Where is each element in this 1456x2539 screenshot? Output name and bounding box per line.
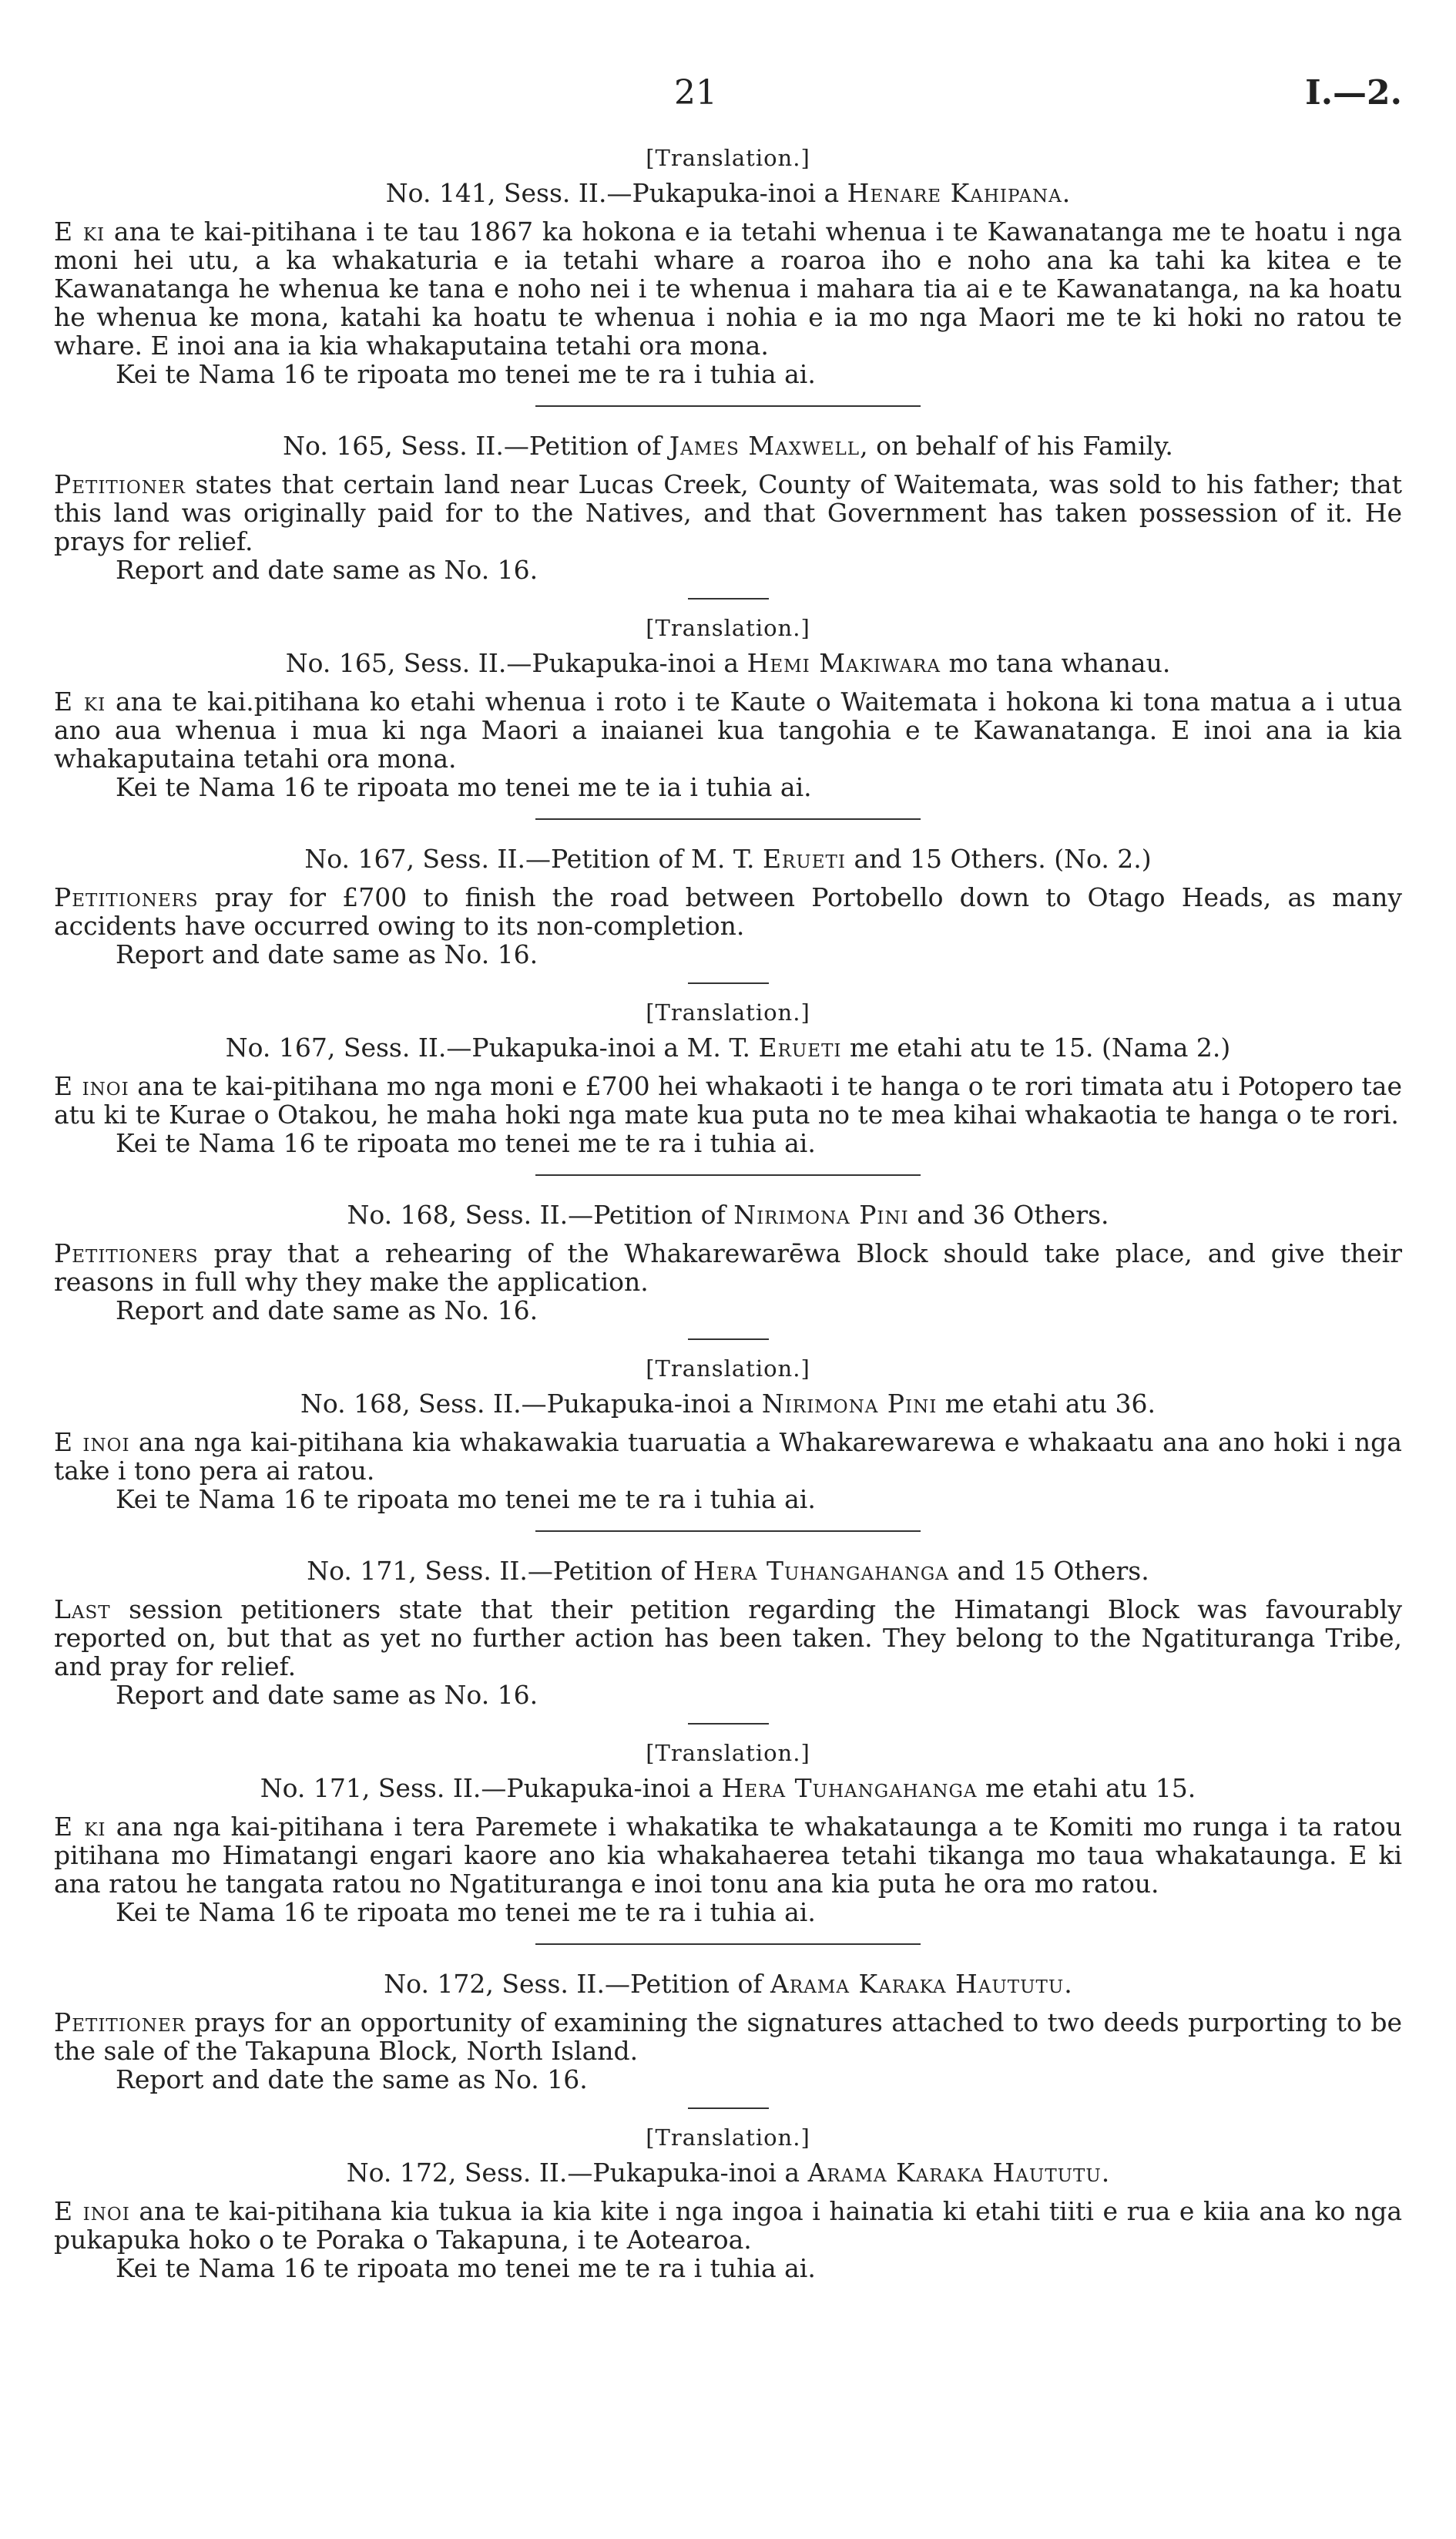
short-rule [688,2107,769,2109]
petition-section [54,428,1402,584]
short-rule [688,1723,769,1725]
title-suffix: and 36 Others. [908,1200,1109,1230]
petitioner-name: Nirimona Pini [733,1200,909,1230]
petitioner-name: Arama Karaka Haututu [770,1969,1065,1999]
document-page [54,0,1402,2539]
title-prefix: No. 165, Sess. II.—Petition of [283,431,669,461]
title-suffix: and 15 Others. (No. 2.) [845,844,1152,874]
title-prefix: No. 171, Sess. II.—Pukapuka-inoi a [260,1773,722,1803]
petition-section [54,2120,1402,2282]
petition-body [54,687,1402,773]
petition-body [54,1428,1402,1485]
section-divider [535,1943,921,1945]
petition-title [54,176,1402,211]
section-divider [535,405,921,407]
body-text: pray for £700 to finish the road between Portobello down to Otago Heads, as many accidents have occurred owing to its non-completion. [54,882,1402,941]
body-lead: E ki [54,1812,106,1842]
petitioner-name: Hera Tuhangahanga [721,1773,978,1803]
body-lead: E inoi [54,2196,130,2226]
petition-title [54,428,1402,464]
report-note: Kei te Nama 16 te ripoata mo tenei me te ia i tuhia ai. [116,772,812,802]
body-lead: E ki [54,217,106,247]
page-number: 21 [674,73,717,113]
body-text: ana te kai-pitihana mo nga moni e £700 hei whakaoti i te hanga o te rori timata atu i Potopero tae atu ki te Kurae o Otakou, he maha hoki nga mate kua puta no te mea kihai whakaotia te hanga o te rori. [54,1071,1403,1130]
petitioner-name: Erueti [762,844,846,874]
title-suffix: . [1064,1969,1072,1999]
petition-body [54,1812,1402,1898]
title-prefix: No. 165, Sess. II.—Pukapuka-inoi a [285,648,747,678]
section-divider [535,1530,921,1532]
translation-label: [Translation.] [646,2124,810,2151]
title-suffix: . [1062,178,1071,208]
body-text: ana te kai-pitihana i te tau 1867 ka hokona e ia tetahi whenua i te Kawanatanga me te hoatu i nga moni hei utu, a ka whakaturia e ia tetahi whare a roaroa iho e noho ana ka tahi ka kitea e te Kawanatanga he whenua ke tana e noho nei i te whenua i mahara tia ai e te Kawanatanga, na ka hoatu he whenua ke mona, katahi ka hoatu te whenua i nohia e ia mo nga Maori me te ki hoki no ratou te whare. E inoi ana ia kia whakaputaina tetahi ora mona. [54,217,1402,361]
page-header [54,73,1402,119]
petition-body [54,217,1402,360]
short-rule [688,982,769,984]
report-note: Kei te Nama 16 te ripoata mo tenei me te ra i tuhia ai. [116,1128,816,1158]
petition-section [54,1197,1402,1325]
section-divider [535,1174,921,1176]
body-text: ana te kai-pitihana kia tukua ia kia kite i nga ingoa i hainatia ki etahi tiiti e rua e kiia ana ko nga pukapuka hoko o te Poraka o Takapuna, i te Aotearoa. [54,2196,1402,2255]
section-divider [535,818,921,820]
title-prefix: No. 168, Sess. II.—Pukapuka-inoi a [300,1389,762,1419]
petition-section [54,1351,1402,1513]
petition-title [54,646,1402,681]
title-suffix: me etahi atu te 15. (Nama 2.) [841,1033,1231,1063]
petitioner-name: Hemi Makiwara [746,648,941,678]
petition-body [54,470,1402,556]
report-note: Report and date same as No. 16. [116,1295,538,1325]
report-note: Report and date same as No. 16. [116,1680,538,1710]
petition-section [54,1735,1402,1926]
body-lead: Petitioner [54,469,186,499]
petition-title [54,1386,1402,1422]
body-text: ana nga kai-pitihana i tera Paremete i whakatika te whakataunga a te Komiti mo runga i ta ratou pitihana mo Himatangi engari kaore ano kia whakahaerea tetahi tikanga mo taua whakataunga. E ki ana ratou he tangata ratou no Ngatituranga e inoi tonu ana kia puta he ora mo ratou. [54,1812,1402,1899]
petition-title [54,1966,1402,2002]
body-text: states that certain land near Lucas Creek, County of Waitemata, was sold to his father; that this land was originally paid for to the Natives, and that Government has taken possession of it. He prays for relief. [54,469,1402,556]
title-prefix: No. 168, Sess. II.—Petition of [347,1200,734,1230]
title-prefix: No. 167, Sess. II.—Petition of M. T. [304,844,763,874]
report-note: Kei te Nama 16 te ripoata mo tenei me te ra i tuhia ai. [116,2253,816,2283]
title-suffix: mo tana whanau. [940,648,1171,678]
petition-section [54,1966,1402,2094]
petition-section [54,140,1402,388]
title-prefix: No. 167, Sess. II.—Pukapuka-inoi a M. T. [225,1033,759,1063]
petition-body [54,883,1402,940]
document-reference: I.—2. [1305,73,1402,113]
body-lead: E inoi [54,1071,129,1101]
petitioner-name: Henare Kahipana [847,178,1062,208]
short-rule [688,598,769,599]
petition-body [54,2008,1402,2065]
body-text: session petitioners state that their petition regarding the Himatangi Block was favourably reported on, but that as yet no further action has been taken. They belong to the Ngatituranga Tribe, and pray for relief. [54,1594,1402,1681]
petitioner-name: Erueti [758,1033,842,1063]
title-suffix: me etahi atu 15. [977,1773,1196,1803]
translation-label: [Translation.] [646,1355,810,1382]
body-text: prays for an opportunity of examining the signatures attached to two deeds purporting to be the sale of the Takapuna Block, North Island. [54,2007,1402,2066]
petition-title [54,2155,1402,2191]
title-prefix: No. 171, Sess. II.—Petition of [307,1556,693,1586]
petitioner-name: Nirimona Pini [761,1389,938,1419]
title-suffix: . [1101,2158,1110,2188]
translation-label: [Translation.] [646,1740,810,1766]
body-lead: Last [54,1594,111,1624]
body-lead: E inoi [54,1427,130,1457]
petitioner-name: Hera Tuhangahanga [693,1556,949,1586]
report-note: Kei te Nama 16 te ripoata mo tenei me te ra i tuhia ai. [116,1897,816,1927]
petitioner-name: Arama Karaka Haututu [807,2158,1102,2188]
report-note: Report and date same as No. 16. [116,939,538,969]
petition-body [54,1072,1402,1129]
body-text: pray that a rehearing of the Whakarewarēwa Block should take place, and give their reasons in full why they make the application. [54,1238,1402,1297]
petition-title [54,1197,1402,1233]
petition-title [54,1771,1402,1806]
report-note: Kei te Nama 16 te ripoata mo tenei me te ra i tuhia ai. [116,1484,816,1514]
petitioner-name: James Maxwell [669,431,861,461]
report-note: Kei te Nama 16 te ripoata mo tenei me te ra i tuhia ai. [116,359,816,389]
report-note: Report and date same as No. 16. [116,555,538,585]
body-text: ana te kai.pitihana ko etahi whenua i roto i te Kaute o Waitemata i hokona ki tona matua a i utua ano aua whenua i mua ki nga Maori a inaianei kua tangohia e te Kawanatanga. E inoi ana ia kia whakaputaina tetahi ora mona. [54,687,1402,774]
petitions-content [54,140,1402,2282]
title-suffix: me etahi atu 36. [937,1389,1156,1419]
title-prefix: No. 141, Sess. II.—Pukapuka-inoi a [385,178,847,208]
translation-label: [Translation.] [646,145,810,171]
report-note: Report and date the same as No. 16. [116,2064,588,2094]
translation-label: [Translation.] [646,999,810,1026]
petition-body [54,1239,1402,1296]
petition-section [54,610,1402,801]
petition-title [54,1030,1402,1066]
title-prefix: No. 172, Sess. II.—Pukapuka-inoi a [346,2158,808,2188]
petition-section [54,1553,1402,1709]
body-lead: E ki [54,687,106,717]
petition-body [54,2197,1402,2254]
body-lead: Petitioner [54,2007,186,2037]
title-prefix: No. 172, Sess. II.—Petition of [384,1969,771,1999]
title-suffix: , on behalf of his Family. [860,431,1173,461]
petition-title [54,1553,1402,1589]
petition-title [54,841,1402,877]
petition-section [54,841,1402,969]
translation-label: [Translation.] [646,615,810,641]
title-suffix: and 15 Others. [948,1556,1149,1586]
petition-section [54,995,1402,1157]
short-rule [688,1338,769,1340]
body-lead: Petitioners [54,1238,199,1268]
body-lead: Petitioners [54,882,199,912]
petition-body [54,1595,1402,1681]
body-text: ana nga kai-pitihana kia whakawakia tuaruatia a Whakarewarewa e whakaatu ana ano hoki i nga take i tono pera ai ratou. [54,1427,1402,1486]
